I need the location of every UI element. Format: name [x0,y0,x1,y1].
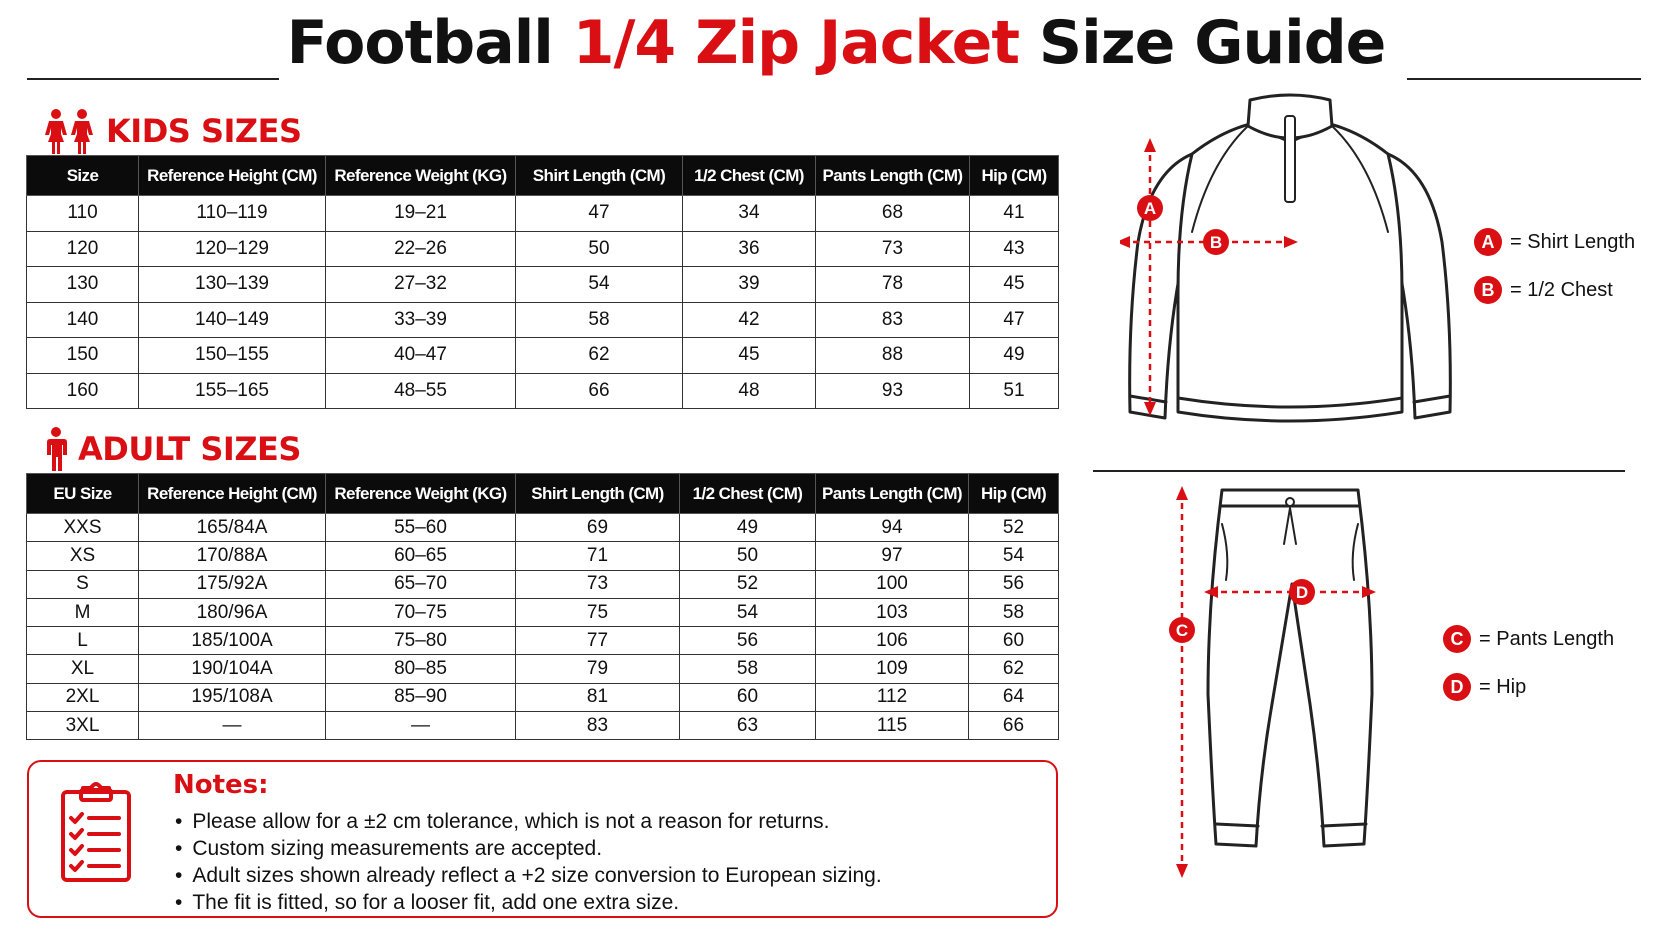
table-cell: 49 [680,514,816,542]
badge-c: C [1443,625,1471,653]
badge-d: D [1443,673,1471,701]
table-row [27,627,1059,655]
table-cell: 97 [816,542,969,570]
table-cell: 110 [27,196,139,232]
clipboard-icon [59,780,133,884]
table-cell: 54 [680,598,816,626]
table-row [27,598,1059,626]
table-cell: XS [27,542,139,570]
notes-heading: Notes: [173,770,269,800]
note-item: • Please allow for a ±2 cm tolerance, which is not a reason for returns. [175,808,882,835]
table-cell: 48–55 [326,373,516,409]
table-cell: 73 [516,570,680,598]
legend-hip [1443,673,1526,701]
table-cell: 71 [516,542,680,570]
table-cell: 50 [680,542,816,570]
note-item: • Adult sizes shown already reflect a +2 size conversion to European sizing. [175,862,882,889]
legend-half-chest [1474,276,1613,304]
table-cell: 2XL [27,683,139,711]
table-cell: 94 [816,514,969,542]
notes-list [175,808,882,916]
table-cell: 54 [516,267,683,303]
column-header: 1/2 Chest (CM) [680,474,816,514]
table-cell: 165/84A [139,514,326,542]
table-row [27,514,1059,542]
table-cell: 83 [816,302,970,338]
table-cell: 130 [27,267,139,303]
table-cell: 62 [969,655,1059,683]
table-cell: 60 [680,683,816,711]
table-row [27,267,1059,303]
table-cell: S [27,570,139,598]
table-cell: 70–75 [326,598,516,626]
table-cell: 103 [816,598,969,626]
table-cell: 80–85 [326,655,516,683]
table-cell: 120 [27,231,139,267]
table-cell: 77 [516,627,680,655]
page-title: Football 1/4 Zip Jacket Size Guide [286,8,1386,78]
table-cell: 60 [969,627,1059,655]
table-cell: 58 [516,302,683,338]
table-cell: 73 [816,231,970,267]
table-cell: 115 [816,712,969,740]
table-row [27,231,1059,267]
table-cell: 22–26 [326,231,516,267]
legend-shirt-length [1474,228,1635,256]
jacket-illustration [1120,92,1460,452]
table-cell: 45 [683,338,816,374]
table-cell: 112 [816,683,969,711]
column-header: EU Size [27,474,139,514]
table-cell: 52 [969,514,1059,542]
table-cell: 140–149 [139,302,326,338]
table-cell: 58 [969,598,1059,626]
table-row [27,302,1059,338]
table-cell: 69 [516,514,680,542]
table-cell: 47 [970,302,1059,338]
table-cell: 47 [516,196,683,232]
table-cell: 63 [680,712,816,740]
table-cell: 34 [683,196,816,232]
table-cell: 150 [27,338,139,374]
table-cell: 130–139 [139,267,326,303]
section-divider [1093,470,1625,472]
column-header: Reference Height (CM) [139,156,326,196]
table-cell: 79 [516,655,680,683]
jacket-marker-a: A [1143,199,1157,218]
column-header: Pants Length (CM) [816,156,970,196]
table-cell: — [326,712,516,740]
table-cell: 64 [969,683,1059,711]
note-item: • Custom sizing measurements are accepted. [175,835,882,862]
column-header: Size [27,156,139,196]
table-cell: 42 [683,302,816,338]
adult-heading-text: ADULT SIZES [78,430,301,468]
column-header: 1/2 Chest (CM) [683,156,816,196]
table-cell: 66 [516,373,683,409]
table-cell: 75 [516,598,680,626]
table-cell: 93 [816,373,970,409]
table-cell: 54 [969,542,1059,570]
table-cell: 106 [816,627,969,655]
table-cell: 190/104A [139,655,326,683]
table-cell: M [27,598,139,626]
column-header: Shirt Length (CM) [516,156,683,196]
legend-label: = 1/2 Chest [1510,278,1613,301]
jacket-marker-b: B [1209,233,1223,252]
table-cell: 41 [970,196,1059,232]
table-row [27,683,1059,711]
table-cell: 65–70 [326,570,516,598]
table-header-row [27,156,1059,196]
kids-heading [42,108,302,154]
table-cell: 180/96A [139,598,326,626]
table-cell: 185/100A [139,627,326,655]
pants-marker-c: C [1175,621,1189,640]
table-cell: 160 [27,373,139,409]
table-row [27,373,1059,409]
table-cell: 56 [680,627,816,655]
legend-label: = Shirt Length [1510,230,1636,253]
table-cell: 39 [683,267,816,303]
badge-b: B [1474,276,1502,304]
table-cell: 66 [969,712,1059,740]
kids-size-table [26,155,1059,409]
adult-size-table [26,473,1059,740]
notes-box [27,760,1058,918]
table-cell: — [139,712,326,740]
table-cell: 110–119 [139,196,326,232]
table-cell: 55–60 [326,514,516,542]
table-cell: 175/92A [139,570,326,598]
table-cell: 100 [816,570,969,598]
table-cell: 68 [816,196,970,232]
table-cell: 51 [970,373,1059,409]
table-cell: 195/108A [139,683,326,711]
table-cell: 27–32 [326,267,516,303]
table-row [27,712,1059,740]
column-header: Shirt Length (CM) [516,474,680,514]
table-row [27,570,1059,598]
column-header: Reference Height (CM) [139,474,326,514]
column-header: Pants Length (CM) [816,474,969,514]
badge-a: A [1474,228,1502,256]
table-row [27,542,1059,570]
table-cell: 19–21 [326,196,516,232]
table-cell: 170/88A [139,542,326,570]
table-row [27,655,1059,683]
table-cell: 48 [683,373,816,409]
table-cell: 62 [516,338,683,374]
adult-heading [42,426,301,472]
table-cell: 83 [516,712,680,740]
table-cell: L [27,627,139,655]
column-header: Hip (CM) [969,474,1059,514]
table-cell: 140 [27,302,139,338]
kids-heading-text: KIDS SIZES [106,112,302,150]
table-cell: XL [27,655,139,683]
table-cell: 36 [683,231,816,267]
table-cell: 155–165 [139,373,326,409]
column-header: Reference Weight (KG) [326,156,516,196]
table-cell: 78 [816,267,970,303]
adult-icon [42,426,70,472]
table-cell: 75–80 [326,627,516,655]
title-rule-right [1407,78,1641,80]
table-row [27,338,1059,374]
pants-marker-d: D [1295,583,1309,602]
table-cell: 81 [516,683,680,711]
table-cell: 56 [969,570,1059,598]
table-row [27,196,1059,232]
kids-icon [42,108,98,154]
column-header: Reference Weight (KG) [326,474,516,514]
table-cell: 50 [516,231,683,267]
note-item: • The fit is fitted, so for a looser fit, add one extra size. [175,889,882,916]
table-cell: 52 [680,570,816,598]
title-rule-left [27,78,279,80]
table-cell: 150–155 [139,338,326,374]
table-cell: 85–90 [326,683,516,711]
legend-label: = Pants Length [1479,627,1615,650]
table-header-row [27,474,1059,514]
table-cell: 109 [816,655,969,683]
table-cell: 60–65 [326,542,516,570]
table-cell: 40–47 [326,338,516,374]
table-cell: 120–129 [139,231,326,267]
legend-label: = Hip [1479,675,1527,698]
table-cell: 43 [970,231,1059,267]
table-cell: 88 [816,338,970,374]
table-cell: 58 [680,655,816,683]
pants-illustration [1160,484,1420,884]
table-cell: 33–39 [326,302,516,338]
table-cell: 49 [970,338,1059,374]
table-cell: 45 [970,267,1059,303]
legend-pants-length [1443,625,1614,653]
column-header: Hip (CM) [970,156,1059,196]
table-cell: 3XL [27,712,139,740]
table-cell: XXS [27,514,139,542]
